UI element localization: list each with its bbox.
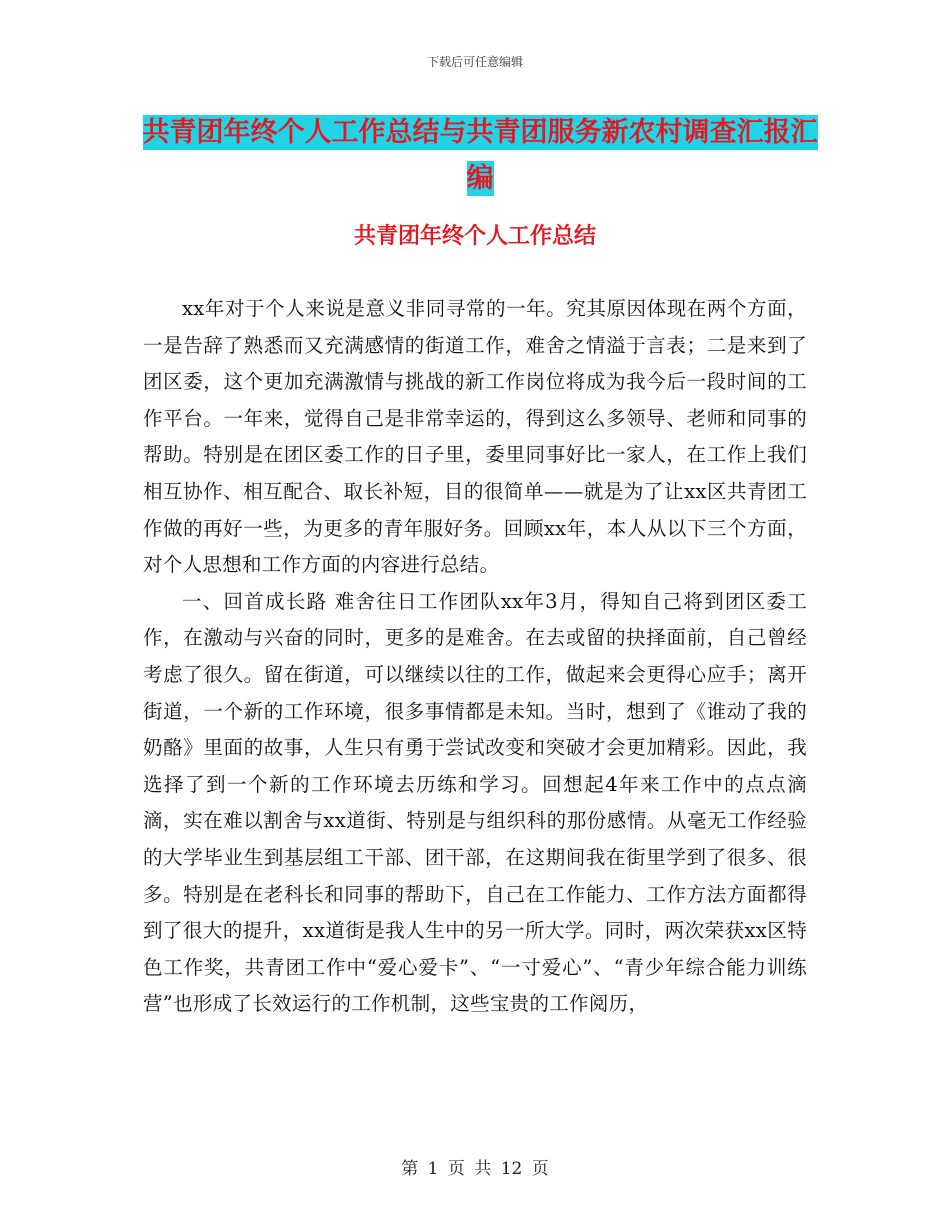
document-title-text: 共青团年终个人工作总结与共青团服务新农村调查汇报汇编 <box>142 117 818 194</box>
document-title <box>140 110 820 202</box>
page-number: 第 1 页 共 12 页 <box>401 1159 549 1179</box>
paragraph-1: xx年对于个人来说是意义非同寻常的一年。究其原因体现在两个方面，一是告辞了熟悉而又充满感情的街道工作，难舍之情溢于言表；二是来到了团区委，这个更加充满激情与挑战的新工作岗位将成为我今后一段时间的工作平台。一年来，觉得自己是非常幸运的，得到这么多领导、老师和同事的帮助。特别是在团区委工作的日子里，委里同事好比一家人，在工作上我们相互协作、相互配合、取长补短，目的很简单——就是为了让xx区共青团工作做的再好一些，为更多的青年服好务。回顾xx年，本人从以下三个方面，对个人思想和工作方面的内容进行总结。 <box>143 297 807 577</box>
page-header-note: 下载后可任意编辑 <box>426 55 523 69</box>
document-body <box>143 291 807 1023</box>
paragraph-2: 一、回首成长路 难舍往日工作团队xx年3月，得知自己将到团区委工作，在激动与兴奋的同时，更多的是难舍。在去或留的抉择面前，自己曾经考虑了很久。留在街道，可以继续以往的工作，做起来会更得心应手；离开街道，一个新的工作环境，很多事情都是未知。当时，想到了《谁动了我的奶酪》里面的故事，人生只有勇于尝试改变和突破才会更加精彩。因此，我选择了到一个新的工作环境去历练和学习。回想起4年来工作中的点点滴滴，实在难以割舍与xx道街、特别是与组织科的那份感情。从毫无工作经验的大学毕业生到基层组工干部、团干部，在这期间我在街里学到了很多、很多。特别是在老科长和同事的帮助下，自己在工作能力、工作方法方面都得到了很大的提升，xx道街是我人生中的另一所大学。同时，两次荣获xx区特色工作奖，共青团工作中“爱心爱卡”、“一寸爱心”、“青少年综合能力训练营”也形成了长效运行的工作机制，这些宝贵的工作阅历， <box>143 589 807 1016</box>
section-title: 共青团年终个人工作总结 <box>353 224 596 249</box>
